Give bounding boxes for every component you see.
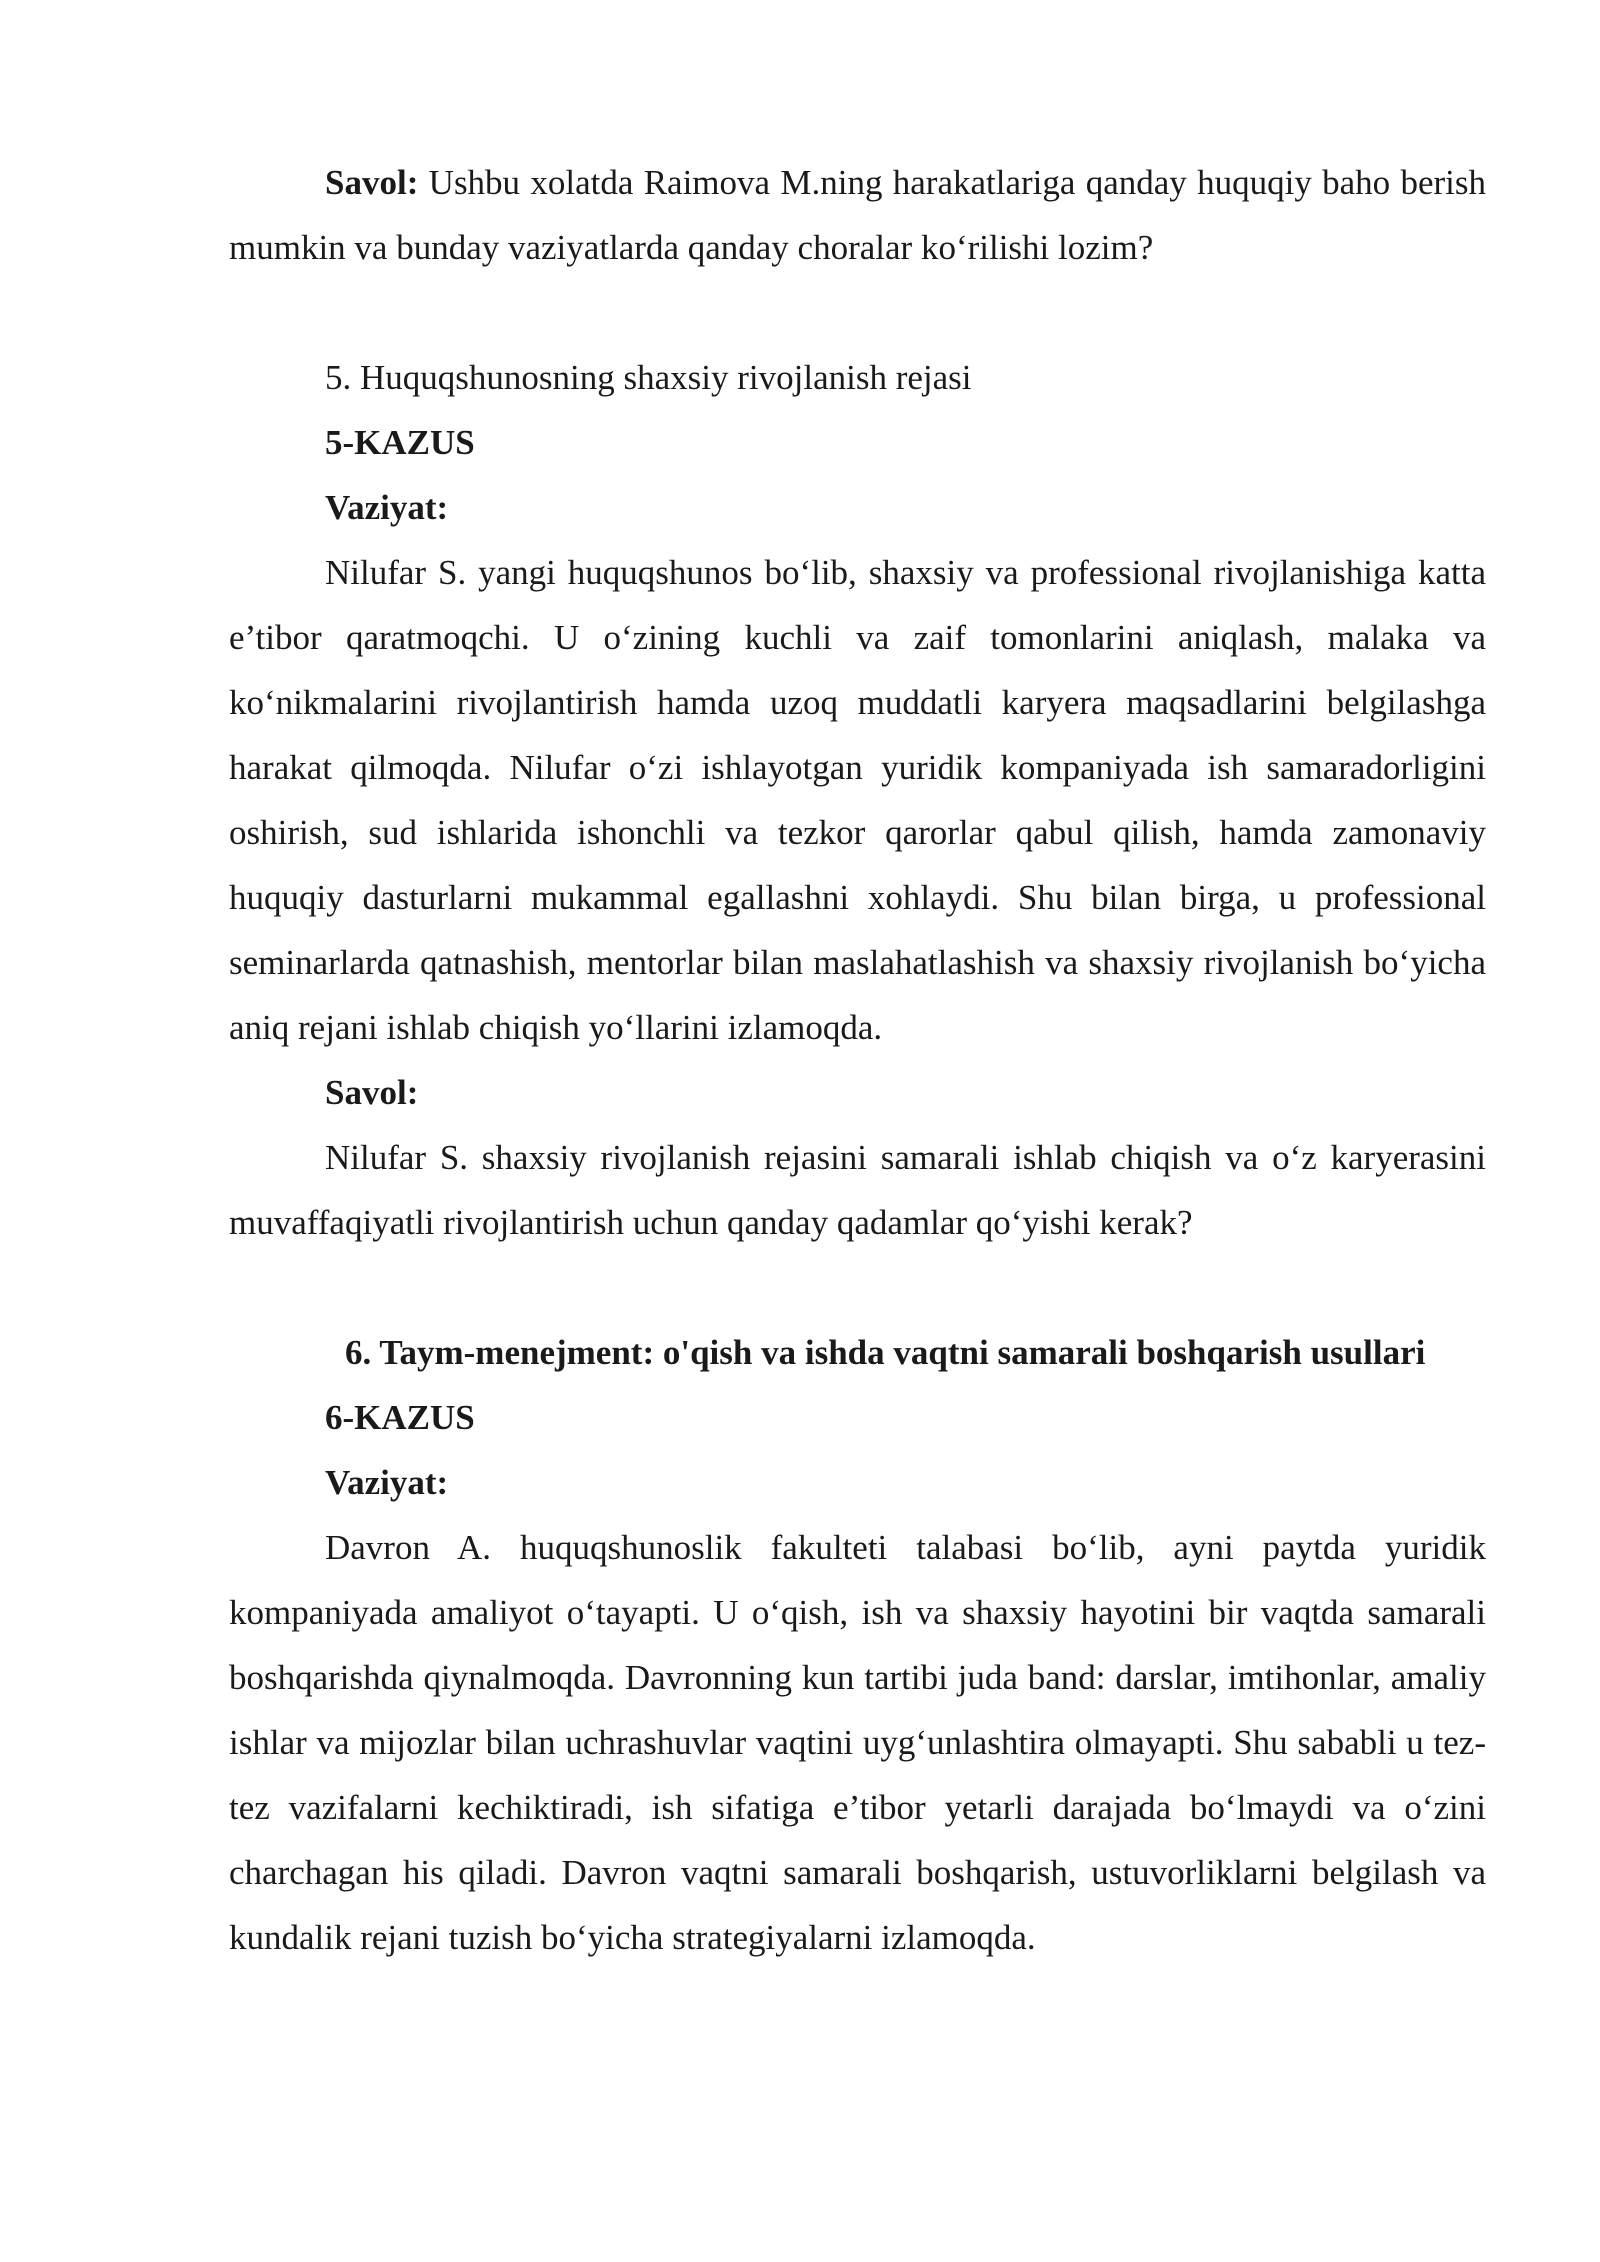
- section-5-title: 5. Huquqshunosning shaxsiy rivojlanish rejasi: [325, 358, 972, 397]
- spacer: [229, 1255, 1486, 1320]
- question-label: Savol:: [325, 163, 419, 202]
- question-paragraph: [229, 150, 1486, 280]
- spacer: [229, 280, 1486, 345]
- question-5-text: Nilufar S. shaxsiy rivojlanish rejasini samarali ishlab chiqish va o‘z karyerasini muvaffaqiyatli rivojlantirish uchun qanday qadamlar qo‘yishi kerak?: [229, 1138, 1486, 1242]
- situation-6-text: Davron A. huquqshunoslik fakulteti talabasi bo‘lib, ayni paytda yuridik kompaniyada amaliyot o‘tayapti. U o‘qish, ish va shaxsiy hayotini bir vaqtda samarali boshqarishda qiynalmoqda. Davronning kun tartibi juda band: darslar, imtihonlar, amaliy ishlar va mijozlar bilan uchrashuvlar vaqtini uyg‘unlashtira olmayapti. Shu sababli u tez-tez vazifalarni kechiktiradi, ish sifatiga e’tibor yetarli darajada bo‘lmaydi va o‘zini charchagan his qiladi. Davron vaqtni samarali boshqarish, ustuvorliklarni belgilash va kundalik rejani tuzish bo‘yicha strategiyalarni izlamoqda.: [229, 1528, 1486, 1957]
- situation-5-text: Nilufar S. yangi huquqshunos bo‘lib, shaxsiy va professional rivojlanishiga katta e’tibor qaratmoqchi. U o‘zining kuchli va zaif tomonlarini aniqlash, malaka va ko‘nikmalarini rivojlantirish hamda uzoq muddatli karyera maqsadlarini belgilashga harakat qilmoqda. Nilufar o‘zi ishlayotgan yuridik kompaniyada ish samaradorligini oshirish, sud ishlarida ishonchli va tezkor qarorlar qabul qilish, hamda zamonaviy huquqiy dasturlarni mukammal egallashni xohlaydi. Shu bilan birga, u professional seminarlarda qatnashish, mentorlar bilan maslahatlashish va shaxsiy rivojlanish bo‘yicha aniq rejani ishlab chiqish yo‘llarini izlamoqda.: [229, 553, 1486, 1047]
- section-6-title: 6. Taym-menejment: o'qish va ishda vaqtni samarali boshqarish usullari: [345, 1333, 1426, 1372]
- situation-5-label: Vaziyat:: [325, 488, 449, 527]
- question-5-label: Savol:: [325, 1073, 419, 1112]
- question-text: Ushbu xolatda Raimova M.ning harakatlariga qanday huquqiy baho berish mumkin va bunday vaziyatlarda qanday choralar ko‘rilishi lozim?: [229, 163, 1486, 267]
- case-5-label: 5-KAZUS: [325, 423, 475, 462]
- case-6-label: 6-KAZUS: [325, 1398, 475, 1437]
- document-page: [229, 150, 1486, 1970]
- situation-6-label: Vaziyat:: [325, 1463, 449, 1502]
